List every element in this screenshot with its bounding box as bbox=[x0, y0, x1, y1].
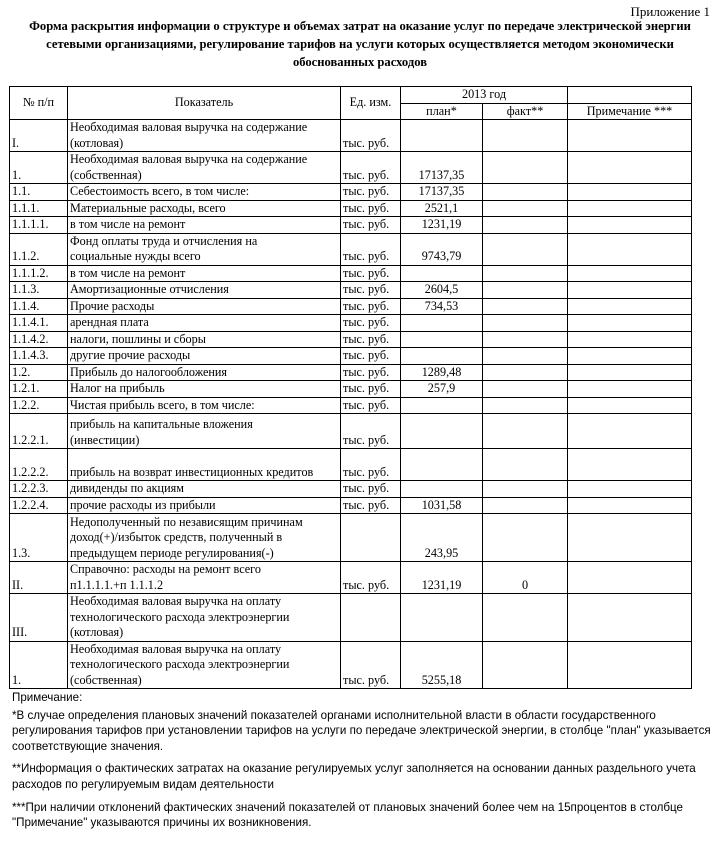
row-plan: 17137,35 bbox=[401, 184, 483, 201]
indicator-line: Себестоимость всего, в том числе: bbox=[70, 184, 250, 198]
row-plan bbox=[401, 594, 483, 642]
row-note bbox=[568, 315, 692, 332]
row-note bbox=[568, 265, 692, 282]
row-plan: 2604,5 bbox=[401, 282, 483, 299]
row-unit: тыс. руб. bbox=[341, 397, 401, 414]
notes-section bbox=[12, 690, 712, 838]
row-unit: тыс. руб. bbox=[341, 120, 401, 152]
row-fact bbox=[483, 120, 568, 152]
row-plan: 734,53 bbox=[401, 298, 483, 315]
row-indicator bbox=[68, 594, 341, 642]
row-note bbox=[568, 152, 692, 184]
table-row bbox=[10, 641, 692, 689]
row-indicator bbox=[68, 315, 341, 332]
header-indicator: Показатель bbox=[68, 87, 341, 120]
title-line: Форма раскрытия информации о структуре и объемах затрат на оказание услуг по передаче электрической энергии bbox=[29, 19, 691, 33]
indicator-line: технологического расхода электроэнергии bbox=[70, 657, 290, 671]
indicator-line: Необходимая валовая выручка на оплату bbox=[70, 594, 282, 608]
row-note bbox=[568, 414, 692, 449]
table-row bbox=[10, 514, 692, 562]
indicator-line: доход(+)/избыток средств, полученный в bbox=[70, 530, 283, 544]
row-indicator bbox=[68, 449, 341, 481]
row-indicator bbox=[68, 120, 341, 152]
table-row bbox=[10, 414, 692, 449]
row-indicator bbox=[68, 381, 341, 398]
table-row bbox=[10, 200, 692, 217]
row-unit: тыс. руб. bbox=[341, 233, 401, 265]
row-unit: тыс. руб. bbox=[341, 497, 401, 514]
row-plan bbox=[401, 120, 483, 152]
row-fact bbox=[483, 364, 568, 381]
row-fact bbox=[483, 514, 568, 562]
title-line: сетевыми организациями, регулирование тарифов на услуги которых осуществляется методом экономически bbox=[46, 37, 674, 51]
row-indicator bbox=[68, 233, 341, 265]
indicator-line: (котловая) bbox=[70, 135, 124, 150]
row-fact bbox=[483, 298, 568, 315]
row-unit: тыс. руб. bbox=[341, 184, 401, 201]
cost-table bbox=[9, 86, 692, 689]
row-unit: тыс. руб. bbox=[341, 449, 401, 481]
table-row bbox=[10, 481, 692, 498]
row-fact bbox=[483, 594, 568, 642]
row-plan bbox=[401, 397, 483, 414]
indicator-line: в том числе на ремонт bbox=[70, 217, 186, 231]
row-unit: тыс. руб. bbox=[341, 481, 401, 498]
row-note bbox=[568, 200, 692, 217]
indicator-line: налоги, пошлины и сборы bbox=[70, 331, 206, 346]
row-indicator bbox=[68, 397, 341, 414]
row-plan: 5255,18 bbox=[401, 641, 483, 689]
row-plan bbox=[401, 265, 483, 282]
row-indicator bbox=[68, 282, 341, 299]
row-indicator bbox=[68, 562, 341, 594]
row-number: 1.2.2.3. bbox=[10, 481, 68, 498]
row-indicator bbox=[68, 414, 341, 449]
notes-header: Примечание: bbox=[12, 691, 83, 704]
row-unit: тыс. руб. bbox=[341, 641, 401, 689]
table-row bbox=[10, 184, 692, 201]
row-number: 1.1.4.1. bbox=[10, 315, 68, 332]
row-plan bbox=[401, 348, 483, 365]
row-number: 1.1.1. bbox=[10, 200, 68, 217]
row-number: 1.1. bbox=[10, 184, 68, 201]
row-fact bbox=[483, 233, 568, 265]
row-unit: тыс. руб. bbox=[341, 265, 401, 282]
row-note bbox=[568, 594, 692, 642]
row-unit: тыс. руб. bbox=[341, 298, 401, 315]
row-indicator bbox=[68, 217, 341, 234]
table-row bbox=[10, 364, 692, 381]
row-number: 1.2.2.2. bbox=[10, 449, 68, 481]
row-plan: 243,95 bbox=[401, 514, 483, 562]
row-unit: тыс. руб. bbox=[341, 414, 401, 449]
row-indicator bbox=[68, 348, 341, 365]
row-fact bbox=[483, 331, 568, 348]
row-plan: 9743,79 bbox=[401, 233, 483, 265]
row-number: 1.2.1. bbox=[10, 381, 68, 398]
row-number: 1.1.4.3. bbox=[10, 348, 68, 365]
indicator-line: (собственная) bbox=[70, 672, 142, 687]
row-indicator bbox=[68, 497, 341, 514]
row-unit bbox=[341, 514, 401, 562]
indicator-line: Недополученный по независящим причинам bbox=[70, 514, 303, 529]
row-fact bbox=[483, 184, 568, 201]
table-row bbox=[10, 282, 692, 299]
row-number: 1. bbox=[10, 641, 68, 689]
appendix-label: Приложение 1 bbox=[630, 4, 710, 19]
row-number: II. bbox=[10, 562, 68, 594]
indicator-line: в том числе на ремонт bbox=[70, 265, 186, 280]
row-note bbox=[568, 641, 692, 689]
header-year: 2013 год bbox=[401, 87, 568, 104]
row-plan bbox=[401, 414, 483, 449]
table-row bbox=[10, 298, 692, 315]
row-indicator bbox=[68, 641, 341, 689]
indicator-line: прочие расходы из прибыли bbox=[70, 497, 216, 512]
row-unit: тыс. руб. bbox=[341, 282, 401, 299]
row-unit bbox=[341, 594, 401, 642]
row-note bbox=[568, 348, 692, 365]
row-number: 1.2.2.1. bbox=[10, 414, 68, 449]
row-note bbox=[568, 233, 692, 265]
header-no: № п/п bbox=[10, 87, 68, 120]
row-plan: 1231,19 bbox=[401, 217, 483, 234]
row-plan: 1289,48 bbox=[401, 364, 483, 381]
row-number: 1.1.3. bbox=[10, 282, 68, 299]
row-fact bbox=[483, 414, 568, 449]
row-fact bbox=[483, 397, 568, 414]
indicator-line: Прибыль до налогообложения bbox=[70, 364, 228, 379]
row-note bbox=[568, 364, 692, 381]
row-fact bbox=[483, 481, 568, 498]
row-fact bbox=[483, 265, 568, 282]
indicator-line: арендная плата bbox=[70, 315, 149, 329]
row-indicator bbox=[68, 265, 341, 282]
row-plan bbox=[401, 331, 483, 348]
row-fact: 0 bbox=[483, 562, 568, 594]
row-indicator bbox=[68, 200, 341, 217]
row-number: III. bbox=[10, 594, 68, 642]
indicator-line: (инвестиции) bbox=[70, 432, 140, 447]
indicator-line: (котловая) bbox=[70, 625, 124, 639]
row-note bbox=[568, 381, 692, 398]
indicator-line: Чистая прибыль всего, в том числе: bbox=[70, 397, 255, 412]
table-row bbox=[10, 397, 692, 414]
title-line: обоснованных расходов bbox=[292, 55, 428, 69]
row-indicator bbox=[68, 514, 341, 562]
row-note bbox=[568, 497, 692, 514]
header-plan: план* bbox=[401, 103, 483, 120]
row-indicator bbox=[68, 331, 341, 348]
indicator-line: социальные нужды всего bbox=[70, 249, 201, 263]
indicator-line: (собственная) bbox=[70, 167, 142, 182]
row-plan bbox=[401, 449, 483, 481]
note-item: **Информация о фактических затратах на оказание регулируемых услуг заполняется на основании данных раздельного учета расходов по регулируемым видам деятельности bbox=[12, 762, 696, 791]
indicator-line: Необходимая валовая выручка на оплату bbox=[70, 641, 282, 656]
indicator-line: Необходимая валовая выручка на содержание bbox=[70, 152, 308, 166]
row-number: 1.2.2. bbox=[10, 397, 68, 414]
row-number: 1.1.1.1. bbox=[10, 217, 68, 234]
row-number: 1.1.1.2. bbox=[10, 265, 68, 282]
row-unit: тыс. руб. bbox=[341, 364, 401, 381]
row-indicator bbox=[68, 364, 341, 381]
row-indicator bbox=[68, 152, 341, 184]
header-note: Примечание *** bbox=[568, 103, 692, 120]
row-number: 1.1.4.2. bbox=[10, 331, 68, 348]
row-note bbox=[568, 217, 692, 234]
table-row bbox=[10, 217, 692, 234]
table-row bbox=[10, 233, 692, 265]
row-fact bbox=[483, 315, 568, 332]
row-note bbox=[568, 449, 692, 481]
row-indicator bbox=[68, 481, 341, 498]
row-number: 1.1.2. bbox=[10, 233, 68, 265]
document-title bbox=[4, 17, 716, 71]
row-fact bbox=[483, 641, 568, 689]
row-unit: тыс. руб. bbox=[341, 217, 401, 234]
row-plan bbox=[401, 481, 483, 498]
table-row bbox=[10, 120, 692, 152]
table-row bbox=[10, 381, 692, 398]
row-plan: 2521,1 bbox=[401, 200, 483, 217]
row-unit: тыс. руб. bbox=[341, 562, 401, 594]
row-note bbox=[568, 514, 692, 562]
table-row bbox=[10, 348, 692, 365]
indicator-line: Налог на прибыль bbox=[70, 381, 165, 395]
row-unit: тыс. руб. bbox=[341, 200, 401, 217]
row-unit: тыс. руб. bbox=[341, 315, 401, 332]
header-unit: Ед. изм. bbox=[341, 87, 401, 120]
indicator-line: Амортизационные отчисления bbox=[70, 282, 229, 296]
note-item: ***При наличии отклонений фактических значений показателей от плановых значений более чем на 15процентов в столбце "Примечание" указываются причины их возникновения. bbox=[12, 800, 683, 830]
row-plan: 17137,35 bbox=[401, 152, 483, 184]
row-number: 1.3. bbox=[10, 514, 68, 562]
row-fact bbox=[483, 348, 568, 365]
row-note bbox=[568, 184, 692, 201]
row-fact bbox=[483, 282, 568, 299]
row-number: 1.2. bbox=[10, 364, 68, 381]
table-row bbox=[10, 449, 692, 481]
row-number: 1.1.4. bbox=[10, 298, 68, 315]
indicator-line: Фонд оплаты труда и отчисления на bbox=[70, 233, 258, 248]
row-number: I. bbox=[10, 120, 68, 152]
table-row bbox=[10, 594, 692, 642]
row-unit: тыс. руб. bbox=[341, 381, 401, 398]
indicator-line: Прочие расходы bbox=[70, 298, 155, 313]
row-note bbox=[568, 397, 692, 414]
indicator-line: прибыль на возврат инвестиционных кредитов bbox=[70, 464, 314, 479]
row-note bbox=[568, 481, 692, 498]
row-number: 1.2.2.4. bbox=[10, 497, 68, 514]
row-fact bbox=[483, 200, 568, 217]
row-fact bbox=[483, 152, 568, 184]
row-fact bbox=[483, 497, 568, 514]
table-row bbox=[10, 497, 692, 514]
indicator-line: предыдущем периоде регулирования(-) bbox=[70, 545, 274, 560]
row-fact bbox=[483, 449, 568, 481]
table-row bbox=[10, 265, 692, 282]
row-plan: 1031,58 bbox=[401, 497, 483, 514]
indicator-line: п1.1.1.1.+п 1.1.1.2 bbox=[70, 577, 164, 592]
header-empty bbox=[568, 87, 692, 104]
row-note bbox=[568, 298, 692, 315]
note-item: *В случае определения плановых значений показателей органами исполнительной власти в области государственного регулирования тарифов при установлении тарифов на услуги по передаче электрической энергии, в столбце "план" указывается соответствующие значения. bbox=[12, 708, 711, 753]
row-note bbox=[568, 282, 692, 299]
row-indicator bbox=[68, 298, 341, 315]
table-row bbox=[10, 315, 692, 332]
table-row bbox=[10, 152, 692, 184]
row-fact bbox=[483, 217, 568, 234]
indicator-line: Материальные расходы, всего bbox=[70, 200, 226, 215]
row-unit: тыс. руб. bbox=[341, 331, 401, 348]
row-plan: 257,9 bbox=[401, 381, 483, 398]
indicator-line: другие прочие расходы bbox=[70, 348, 191, 362]
indicator-line: Необходимая валовая выручка на содержание bbox=[70, 120, 308, 134]
row-note bbox=[568, 562, 692, 594]
indicator-line: дивиденды по акциям bbox=[70, 481, 184, 495]
row-unit: тыс. руб. bbox=[341, 152, 401, 184]
table-row bbox=[10, 331, 692, 348]
row-plan bbox=[401, 315, 483, 332]
row-fact bbox=[483, 381, 568, 398]
indicator-line: технологического расхода электроэнергии bbox=[70, 609, 290, 624]
indicator-line bbox=[70, 449, 338, 465]
row-note bbox=[568, 331, 692, 348]
table-row bbox=[10, 562, 692, 594]
row-number: 1. bbox=[10, 152, 68, 184]
row-indicator bbox=[68, 184, 341, 201]
row-note bbox=[568, 120, 692, 152]
indicator-line: Справочно: расходы на ремонт всего bbox=[70, 562, 261, 576]
row-unit: тыс. руб. bbox=[341, 348, 401, 365]
indicator-line: прибыль на капитальные вложения bbox=[70, 417, 253, 431]
table-body bbox=[10, 120, 692, 689]
header-fact: факт** bbox=[483, 103, 568, 120]
row-plan: 1231,19 bbox=[401, 562, 483, 594]
